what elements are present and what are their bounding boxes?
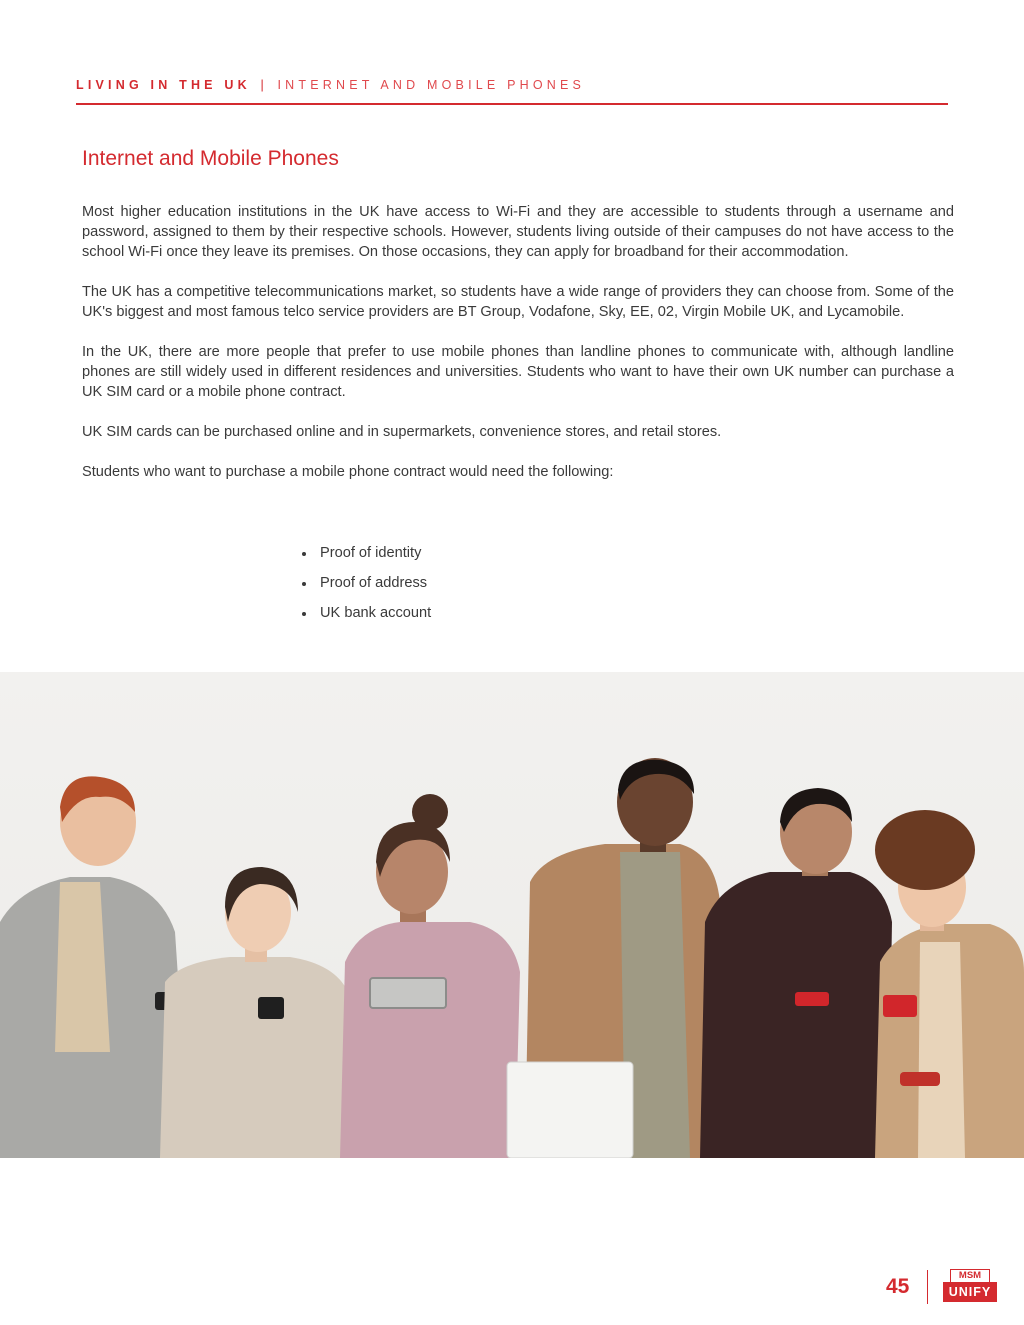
header-section: LIVING IN THE UK (76, 78, 251, 92)
photo-illustration (0, 672, 1024, 1158)
person-tan-blazer (507, 758, 720, 1158)
paragraph-sim-cards: UK SIM cards can be purchased online and in supermarkets, convenience stores, and retail stores. (82, 424, 722, 440)
header-separator: | (260, 78, 264, 92)
body-text (82, 202, 954, 502)
paragraph-contract-intro: Students who want to purchase a mobile phone contract would need the following: (82, 464, 614, 480)
logo-top-text: MSM (950, 1269, 990, 1282)
person-camel-coat (875, 810, 1024, 1158)
header-subsection: INTERNET AND MOBILE PHONES (277, 78, 586, 92)
person-beige-sweater (160, 867, 352, 1158)
person-grey-blazer (0, 776, 190, 1158)
list-item: Proof of address (300, 573, 431, 603)
page-title: Internet and Mobile Phones (82, 147, 339, 170)
students-with-phones-photo (0, 672, 1024, 1158)
logo-bottom-text: UNIFY (943, 1282, 997, 1302)
list-item: UK bank account (300, 603, 431, 633)
header-rule (76, 103, 948, 105)
list-item: Proof of identity (300, 543, 431, 573)
paragraph-telecom-market: The UK has a competitive telecommunications market, so students have a wide range of providers they can choose from. Some of the UK's biggest and most famous telco service providers are BT Group, Vodafone, Sky, EE, 02, Virgin Mobile UK, and Lycamobile. (82, 284, 954, 320)
person-pink-sweater (340, 794, 520, 1158)
page-number: 45 (886, 1275, 910, 1298)
paragraph-wifi: Most higher education institutions in the UK have access to Wi-Fi and they are accessible to students through a username and password, assigned to them by their respective schools. However, students living outside of their campuses do not have access to the school Wi-Fi once they leave its premises. On those occasions, they can apply for broadband for their accommodation. (82, 204, 954, 260)
requirements-list (300, 543, 431, 633)
running-header (76, 78, 948, 96)
paragraph-mobile-vs-landline: In the UK, there are more people that prefer to use mobile phones than landline phones to communicate with, although landline phones are still widely used in different residences and universities. Students who want to have their own UK number can purchase a UK SIM card or a mobile phone contract. (82, 344, 954, 400)
person-dark-turtleneck (700, 788, 892, 1158)
msm-unify-logo (943, 1269, 997, 1303)
footer-divider (927, 1270, 928, 1304)
